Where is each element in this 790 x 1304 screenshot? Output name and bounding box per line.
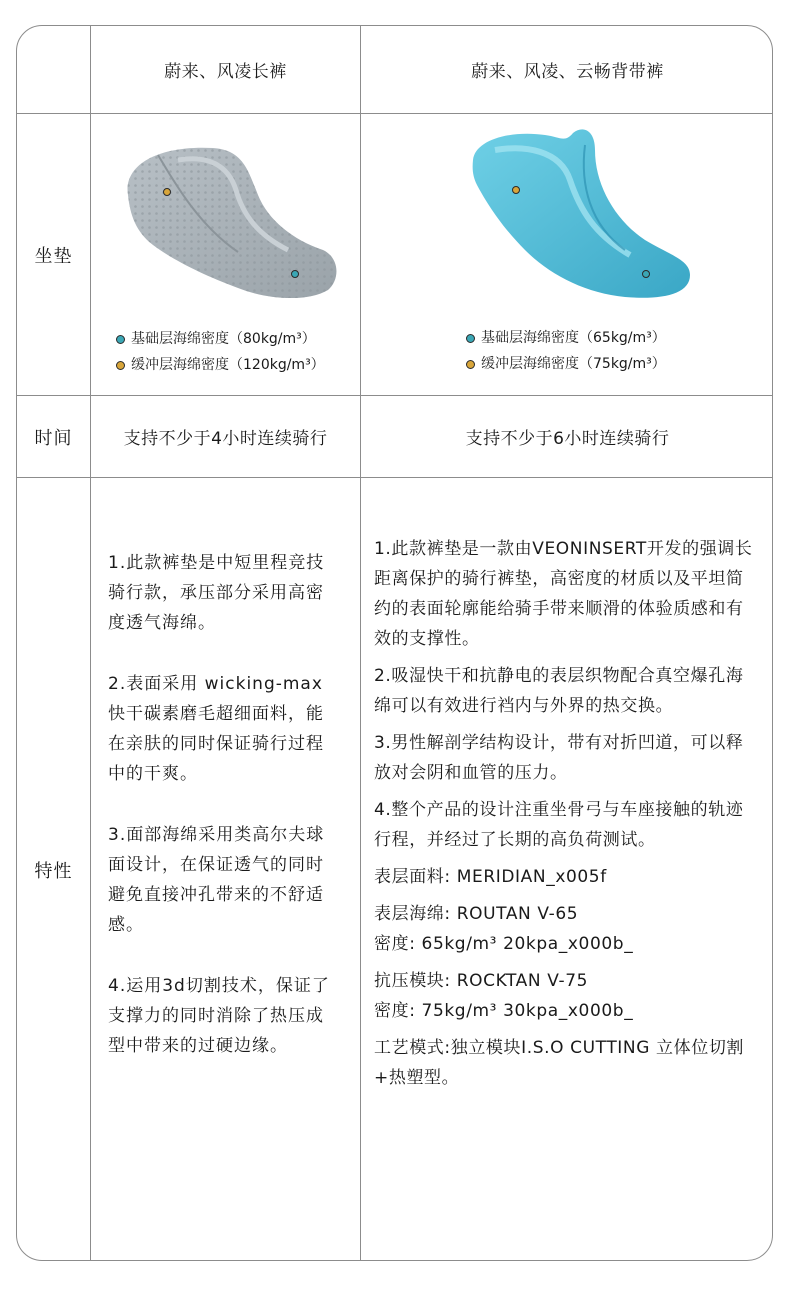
header-col2: 蔚来、风凌、云畅背带裤 xyxy=(471,62,664,82)
row-label-feature: 特性 xyxy=(34,861,73,882)
divider xyxy=(17,113,772,114)
spec-module: 抗压模块: ROCKTAN V-75 密度: 75kg/m³ 30kpa_x000b_ xyxy=(374,971,634,1021)
row-label-time: 时间 xyxy=(34,427,73,449)
legend-item xyxy=(466,351,666,377)
feature-paragraph: 1.此款裤垫是一款由VEONINSERT开发的强调长距离保护的骑行裤垫，高密度的材质以及平坦简约的表面轮廓能给骑手带来顺滑的体验质感和有效的支撑性。 xyxy=(374,539,753,649)
legend-dot-icon xyxy=(116,335,125,344)
seat-pad-blue-image xyxy=(465,125,695,305)
seat-legend-left xyxy=(116,326,325,378)
legend-dot-icon xyxy=(466,360,475,369)
legend-item xyxy=(116,326,325,352)
row-label-seat: 坐垫 xyxy=(34,245,73,267)
spec-foam: 表层海绵: ROUTAN V-65 密度: 65kg/m³ 20kpa_x000b_ xyxy=(374,904,634,954)
spec-fabric: 表层面料: MERIDIAN_x005f xyxy=(374,867,607,887)
legend-dot-icon xyxy=(116,361,125,370)
feature-paragraph: 2.吸湿快干和抗静电的表层织物配合真空爆孔海绵可以有效进行裆内与外界的热交换。 xyxy=(374,666,744,716)
feature-paragraph: 4.整个产品的设计注重坐骨弓与车座接触的轨迹行程，并经过了长期的高负荷测试。 xyxy=(374,800,744,850)
feature-paragraph: 2.表面采用 wicking-max 快干碳素磨毛超细面料，能在亲肤的同时保证骑行过程中的干爽。 xyxy=(108,674,324,784)
feature-paragraph: 1.此款裤垫是中短里程竞技骑行款，承压部分采用高密度透气海绵。 xyxy=(108,553,325,633)
divider xyxy=(17,477,772,478)
divider xyxy=(360,26,361,1260)
legend-text: 基础层海绵密度（80kg/m³） xyxy=(131,331,316,347)
time-left: 支持不少于4小时连续骑行 xyxy=(123,429,328,449)
legend-item xyxy=(466,325,666,351)
time-right: 支持不少于6小时连续骑行 xyxy=(465,429,670,449)
feature-paragraph: 4.运用3d切割技术，保证了支撑力的同时消除了热压成型中带来的过硬边缘。 xyxy=(108,976,330,1056)
spec-process: 工艺模式:独立模块I.S.O CUTTING 立体位切割+热塑型。 xyxy=(374,1038,745,1088)
legend-text: 基础层海绵密度（65kg/m³） xyxy=(481,330,666,346)
header-col1: 蔚来、风凌长裤 xyxy=(164,62,287,82)
legend-text: 缓冲层海绵密度（75kg/m³） xyxy=(481,356,666,372)
seat-pad-gray-image xyxy=(118,140,343,305)
feature-paragraph: 3.面部海绵采用类高尔夫球面设计，在保证透气的同时避免直接冲孔带来的不舒适感。 xyxy=(108,825,325,935)
legend-dot-icon xyxy=(466,334,475,343)
legend-item xyxy=(116,352,325,378)
features-right xyxy=(374,534,754,1100)
divider xyxy=(90,26,91,1260)
features-left xyxy=(108,548,338,1092)
seat-legend-right xyxy=(466,325,666,377)
legend-text: 缓冲层海绵密度（120kg/m³） xyxy=(131,357,325,373)
feature-paragraph: 3.男性解剖学结构设计，带有对折凹道，可以释放对会阴和血管的压力。 xyxy=(374,733,744,783)
